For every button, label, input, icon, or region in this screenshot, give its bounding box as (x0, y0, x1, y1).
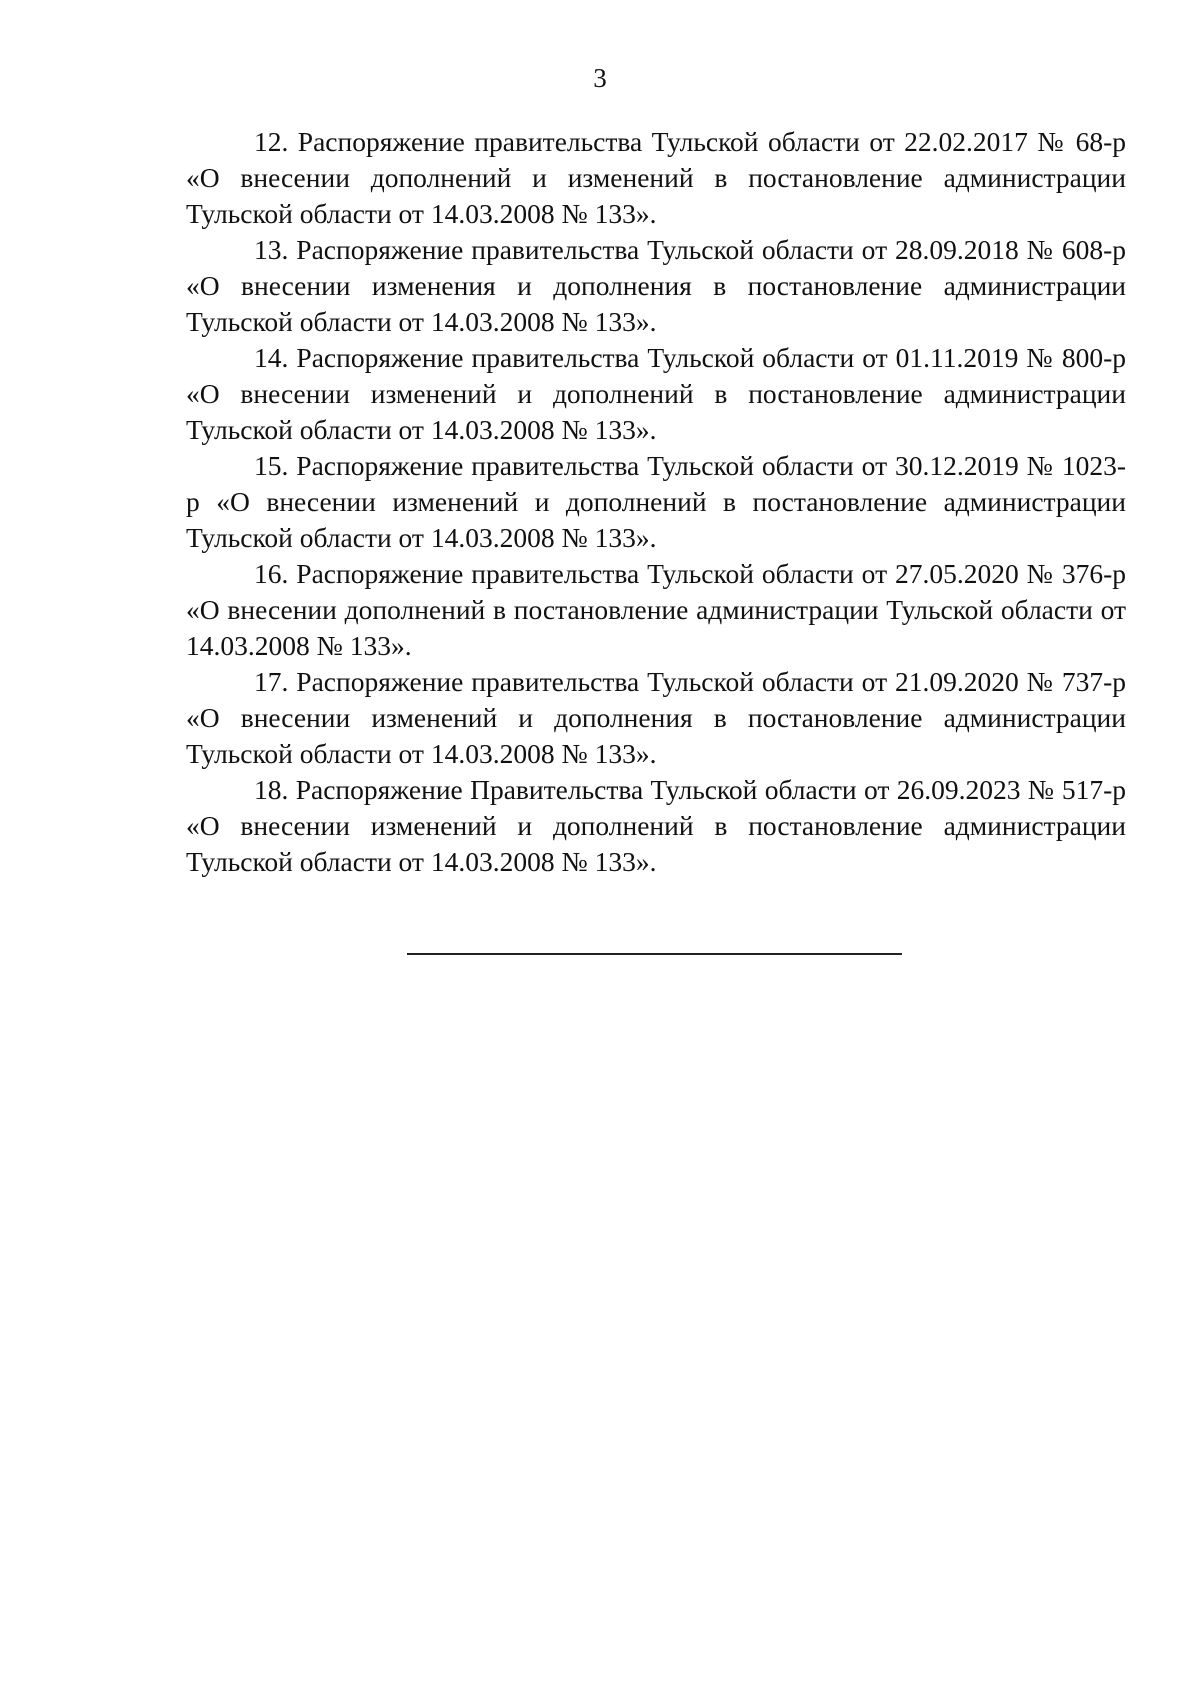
list-item-17: 17. Распоряжение правительства Тульской области от 21.09.2020 № 737-р «О внесении изменений и дополнения в постановление администрации Тульской области от 14.03.2008 № 133». (186, 666, 1126, 769)
list-item-16: 16. Распоряжение правительства Тульской области от 27.05.2020 № 376-р «О внесении дополнений в постановление администрации Тульской области от 14.03.2008 № 133». (186, 558, 1126, 661)
page-number: 3 (593, 63, 607, 93)
end-divider-line (407, 953, 902, 955)
list-item-14: 14. Распоряжение правительства Тульской области от 01.11.2019 № 800-р «О внесении изменений и дополнений в постановление администрации Тульской области от 14.03.2008 № 133». (186, 342, 1126, 445)
list-item-13: 13. Распоряжение правительства Тульской области от 28.09.2018 № 608-р «О внесении изменения и дополнения в постановление администрации Тульской области от 14.03.2008 № 133». (186, 234, 1126, 337)
list-item-18: 18. Распоряжение Правительства Тульской области от 26.09.2023 № 517-р «О внесении изменений и дополнений в постановление администрации Тульской области от 14.03.2008 № 133». (186, 774, 1126, 877)
list-item-15: 15. Распоряжение правительства Тульской области от 30.12.2019 № 1023-р «О внесении изменений и дополнений в постановление администрации Тульской области от 14.03.2008 № 133». (186, 450, 1126, 553)
list-item-12: 12. Распоряжение правительства Тульской области от 22.02.2017 № 68-р «О внесении дополнений и изменений в постановление администрации Тульской области от 14.03.2008 № 133». (186, 126, 1126, 229)
amendment-list (186, 124, 1126, 880)
